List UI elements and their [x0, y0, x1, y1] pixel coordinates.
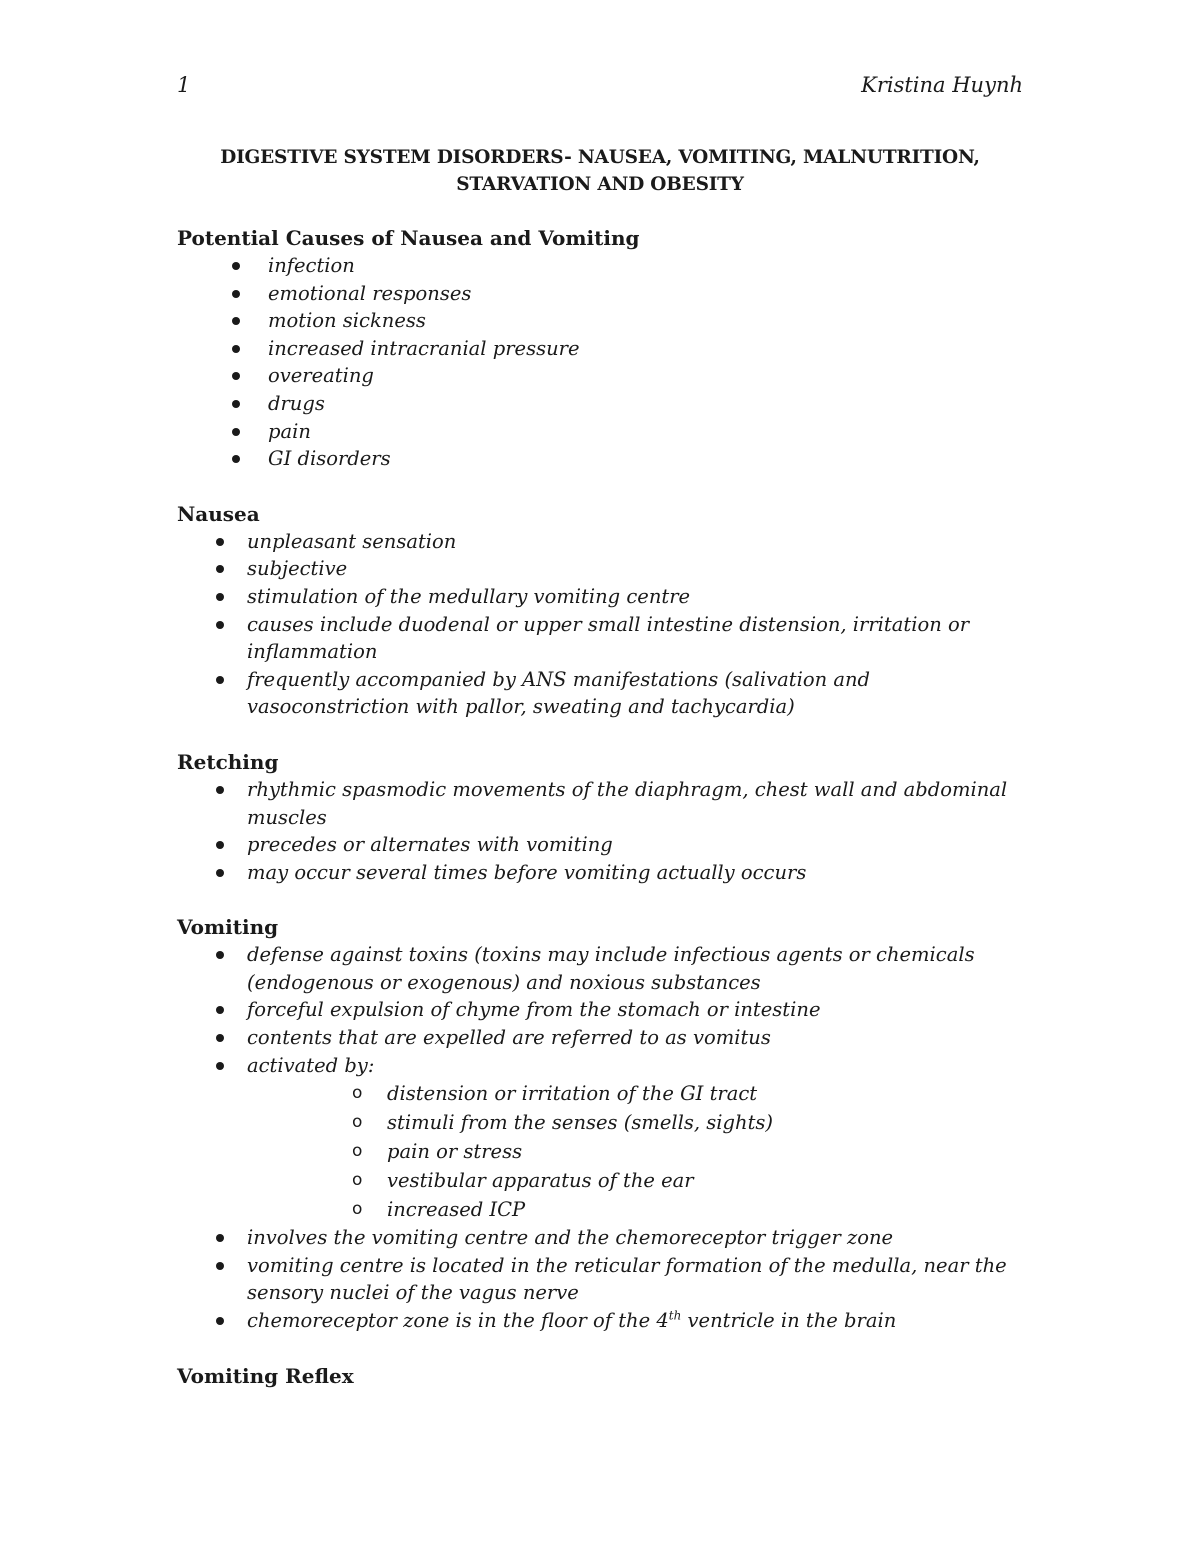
bullet-icon [216, 621, 224, 629]
activated-by-list [247, 1079, 1027, 1224]
bullet-icon [216, 1234, 224, 1242]
bullet-icon [232, 290, 240, 298]
title-line-1: DIGESTIVE SYSTEM DISORDERS- NAUSEA, VOMITING, MALNUTRITION, [220, 147, 980, 168]
bullet-icon [216, 951, 224, 959]
title-line-2: STARVATION AND OBESITY [456, 174, 744, 195]
list-item: rhythmic spasmodic movements of the diaphragm, chest wall and abdominal muscles [177, 776, 1027, 831]
page-number: 1 [177, 73, 191, 97]
list-item: contents that are expelled are referred to as vomitus [177, 1024, 1027, 1052]
nausea-section [177, 500, 1027, 721]
bullet-icon [232, 400, 240, 408]
sub-list-item: o distension or irritation of the GI tract [247, 1079, 1027, 1108]
section-heading: Potential Causes of Nausea and Vomiting [177, 226, 640, 250]
list-item: vomiting centre is located in the reticular formation of the medulla, near the sensory nuclei of the vagus nerve [177, 1252, 1027, 1307]
list-item: subjective [177, 555, 1027, 583]
causes-section [177, 224, 1027, 473]
vomiting-list [177, 941, 1027, 1334]
section-heading: Vomiting Reflex [177, 1363, 354, 1388]
list-item: GI disorders [177, 445, 1027, 473]
list-item: activated by: o distension or irritation of the GI tract o stimuli from the senses (smells, sights) o pain or stress o vestibular apparatus of the ear o increased ICP [177, 1052, 1027, 1225]
ordinal-superscript: th [668, 1308, 682, 1323]
list-item: causes include duodenal or upper small intestine distension, irritation or inflammation [177, 611, 1027, 666]
list-item: unpleasant sensation [177, 528, 1027, 556]
bullet-icon [232, 428, 240, 436]
circle-bullet-icon: o [352, 1141, 363, 1162]
bullet-icon [216, 1006, 224, 1014]
section-heading: Nausea [177, 501, 260, 526]
circle-bullet-icon: o [352, 1199, 363, 1220]
document-body [177, 224, 1027, 1417]
bullet-icon [232, 317, 240, 325]
sub-list-item: o vestibular apparatus of the ear [247, 1166, 1027, 1195]
bullet-icon [216, 1062, 224, 1070]
section-heading: Retching [177, 749, 279, 774]
circle-bullet-icon: o [352, 1170, 363, 1191]
bullet-icon [216, 841, 224, 849]
section-heading: Vomiting [177, 915, 279, 940]
bullet-icon [232, 262, 240, 270]
bullet-icon [232, 372, 240, 380]
sub-list-item: o stimuli from the senses (smells, sights) [247, 1108, 1027, 1137]
bullet-icon [216, 676, 224, 684]
bullet-icon [216, 1262, 224, 1270]
list-item: overeating [177, 362, 1027, 390]
bullet-icon [232, 345, 240, 353]
list-item: increased intracranial pressure [177, 335, 1027, 363]
vomiting-reflex-section [177, 1362, 1027, 1390]
bullet-icon [216, 593, 224, 601]
bullet-icon [216, 538, 224, 546]
list-item: defense against toxins (toxins may include infectious agents or chemicals (endogenous or exogenous) and noxious substances [177, 941, 1027, 996]
list-item: stimulation of the medullary vomiting centre [177, 583, 1027, 611]
list-item: drugs [177, 390, 1027, 418]
list-item: motion sickness [177, 307, 1027, 335]
sub-list-item: o pain or stress [247, 1137, 1027, 1166]
nausea-list [177, 528, 1027, 721]
list-item: may occur several times before vomiting actually occurs [177, 859, 1027, 887]
bullet-icon [216, 1034, 224, 1042]
list-item: infection [177, 252, 1027, 280]
list-item: emotional responses [177, 280, 1027, 308]
bullet-icon [232, 455, 240, 463]
vomiting-section [177, 913, 1027, 1334]
circle-bullet-icon: o [352, 1083, 363, 1104]
bullet-icon [216, 565, 224, 573]
list-item: precedes or alternates with vomiting [177, 831, 1027, 859]
list-item: pain [177, 418, 1027, 446]
causes-list [177, 252, 1027, 473]
list-item: involves the vomiting centre and the chemoreceptor trigger zone [177, 1224, 1027, 1252]
bullet-icon [216, 786, 224, 794]
retching-section [177, 748, 1027, 886]
bullet-icon [216, 1317, 224, 1325]
sub-list-item: o increased ICP [247, 1195, 1027, 1224]
list-item: forceful expulsion of chyme from the stomach or intestine [177, 996, 1027, 1024]
retching-list [177, 776, 1027, 886]
list-item: frequently accompanied by ANS manifestations (salivation and vasoconstriction with pallor, sweating and tachycardia) [177, 666, 1027, 721]
author-name: Kristina Huynh [861, 73, 1023, 97]
document-title [150, 144, 1050, 198]
bullet-icon [216, 869, 224, 877]
circle-bullet-icon: o [352, 1112, 363, 1133]
list-item: chemoreceptor zone is in the floor of the 4th ventricle in the brain [177, 1307, 1027, 1335]
